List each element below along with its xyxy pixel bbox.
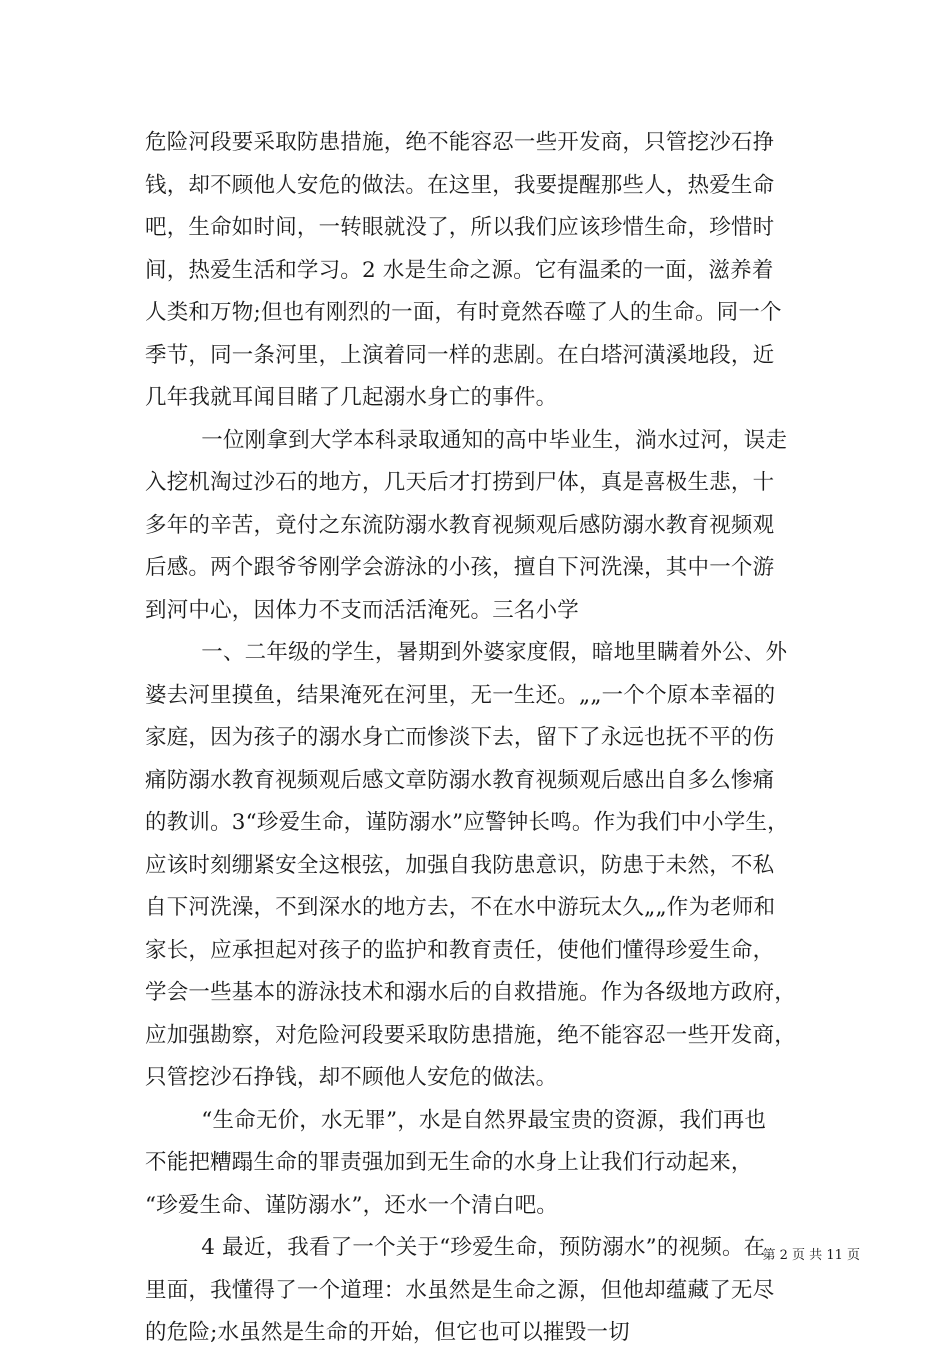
text-line: 多年的辛苦，竟付之东流防溺水教育视频观后感防溺水教育视频观 bbox=[145, 512, 775, 538]
text-line: “生命无价，水无罪”，水是自然界最宝贵的资源，我们再也 bbox=[145, 1107, 767, 1133]
text-line: 只管挖沙石挣钱，却不顾他人安危的做法。 bbox=[145, 1065, 558, 1090]
text-line: 入挖机淘过沙石的地方，几天后才打捞到尸体，真是喜极生悲，十 bbox=[145, 470, 775, 495]
document-body bbox=[145, 122, 825, 1355]
text-line: 危险河段要采取防患措施，绝不能容忍一些开发商，只管挖沙石挣 bbox=[145, 130, 775, 155]
text-line: 应加强勘察，对危险河段要采取防患措施，绝不能容忍一些开发商， bbox=[145, 1022, 797, 1048]
text-line: 后感。两个跟爷爷刚学会游泳的小孩，擅自下河洗澡，其中一个游 bbox=[145, 555, 775, 580]
text-line: 钱，却不顾他人安危的做法。在这里，我要提醒那些人，热爱生命 bbox=[145, 172, 775, 198]
text-line: 人类和万物;但也有刚烈的一面，有时竟然吞噬了人的生命。同一个 bbox=[145, 300, 782, 325]
text-line: 应该时刻绷紧安全这根弦，加强自我防患意识，防患于未然，不私 bbox=[145, 852, 775, 878]
text-line: 痛防溺水教育视频观后感文章防溺水教育视频观后感出自多么惨痛 bbox=[145, 767, 775, 793]
text-line: 里面，我懂得了一个道理：水虽然是生命之源，但他却蕴藏了无尽 bbox=[145, 1277, 775, 1303]
text-line: 一位刚拿到大学本科录取通知的高中毕业生，淌水过河，误走 bbox=[145, 427, 788, 453]
text-line: 不能把糟蹋生命的罪责强加到无生命的水身上让我们行动起来， bbox=[145, 1150, 753, 1175]
text-line: 的危险;水虽然是生命的开始，但它也可以摧毁一切 bbox=[145, 1320, 630, 1345]
text-line: 学会一些基本的游泳技术和溺水后的自救措施。作为各级地方政府， bbox=[145, 980, 797, 1005]
text-line: 自下河洗澡，不到深水的地方去，不在水中游玩太久„„作为老师和 bbox=[145, 895, 776, 920]
text-line: “珍爱生命、谨防溺水”，还水一个清白吧。 bbox=[145, 1192, 558, 1218]
text-line: 家庭，因为孩子的溺水身亡而惨淡下去，留下了永远也抚不平的伤 bbox=[145, 725, 775, 750]
text-line: 到河中心，因体力不支而活活淹死。三名小学 bbox=[145, 597, 580, 623]
text-line: 的教训。3“珍爱生命，谨防溺水”应警钟长鸣。作为我们中小学生， bbox=[145, 810, 789, 835]
text-line: 间，热爱生活和学习。2 水是生命之源。它有温柔的一面，滋养着 bbox=[145, 257, 774, 283]
text-line: 几年我就耳闻目睹了几起溺水身亡的事件。 bbox=[145, 385, 558, 410]
text-line: 一、二年级的学生，暑期到外婆家度假，暗地里瞒着外公、外 bbox=[145, 640, 788, 665]
text-line: 季节，同一条河里，上演着同一样的悲剧。在白塔河潢溪地段，近 bbox=[145, 342, 775, 368]
text-line: 吧，生命如时间，一转眼就没了，所以我们应该珍惜生命，珍惜时 bbox=[145, 215, 775, 240]
text-line: 婆去河里摸鱼，结果淹死在河里，无一生还。„„一个个原本幸福的 bbox=[145, 682, 776, 708]
page-number-footer: 第 2 页 共 11 页 bbox=[762, 1248, 860, 1263]
text-line: 4 最近，我看了一个关于“珍爱生命，预防溺水”的视频。在 bbox=[145, 1235, 766, 1260]
text-line: 家长，应承担起对孩子的监护和教育责任，使他们懂得珍爱生命， bbox=[145, 937, 775, 963]
